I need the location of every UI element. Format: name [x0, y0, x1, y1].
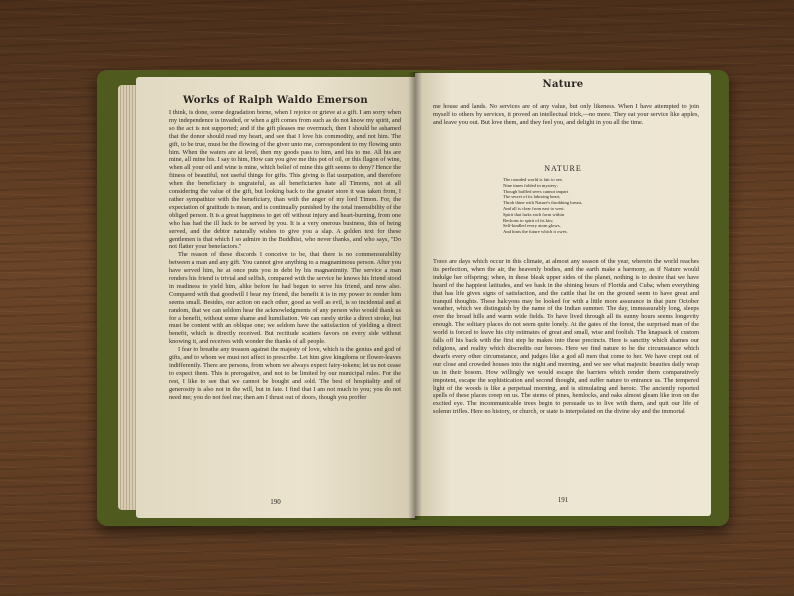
- poem-line: Though baffled seers cannot impart: [503, 188, 569, 194]
- poem-line: Spirit that lurks each form within: [503, 211, 565, 217]
- right-page: [415, 73, 711, 516]
- right-body-text: [433, 258, 699, 416]
- poem-line: Beckons to spirit of its kin;: [503, 217, 553, 223]
- poem-title: NATURE: [544, 164, 582, 173]
- left-body-text: [169, 109, 401, 402]
- poem-line: Self-kindled every atom glows,: [503, 223, 561, 229]
- poem-line: The rounded world is fair to see,: [503, 177, 563, 182]
- right-lower-text: are days which occur in this climate, at almost any season of the year, wherein the world reaches its perfection, when the air, the heavenly bodies, and the earth make a harmony, as if Nature would indulge her offspring; when, in these bleak upper sides of the planet, nothing is to desire that we have heard of the happiest latitudes, and we bask in the shining hours of Florida and Cuba; when everything that has life gives signs of satisfaction, and the cattle that lie on the ground seem to have great and tranquil thoughts. These halcyons may be looked for with a little more assurance in that pure October weather, which we distinguish by the name of the Indian summer. The day, immeasurably long, sleeps over the broad hills and warm wide fields. To have lived through all its sunny hours seems longevity enough. The solitary places do not seem quite lonely. At the gates of the forest, the surprised man of the world is forced to leave his city estimates of great and small, wise and foolish. The knapsack of custom falls off his back with the first step he makes into these precincts. Here is sanctity which shames our religions, and reality which discredits our heroes. Here we find nature to be the circumstance which dwarfs every other circumstance, and judges like a god all men that come to her. We have crept out of our close and crowded houses into the night and morning, and we see what majestic beauties daily wrap us in their bosom. How willingly we would escape the barriers which render them comparatively impotent, escape the sophistication and second thought, and suffer nature to entrance us. The tempered light of the woods is like a perpetual morning, and is stimulating and heroic. The anciently reported spells of these places creep on us. The stems of pines, hemlocks, and oaks almost gleam like iron on the excited eye. The incommunicable trees begin to persuade us to live with them, and quit our life of solemn trifles. Here no history, or church, or state is interpolated on the divine sky and the immortal: [433, 258, 699, 416]
- right-page-number: 191: [557, 496, 569, 504]
- right-top-text: me house and lands. No services are of any value, but only likeness. When I have attempted to join myself to others by services, it proved an intellectual trick,—no more. They eat your service like apples, and leave you out. But love them, and they feel you, and delight in you all the time.: [433, 103, 699, 126]
- first-word: There: [433, 258, 448, 265]
- right-running-head: Nature: [542, 79, 584, 90]
- book-gutter: [408, 72, 422, 520]
- left-page: [136, 77, 415, 518]
- poem-line: Nine times folded in mystery;: [503, 182, 558, 188]
- poem-line: And all is clear from east to west.: [503, 205, 565, 211]
- poem-line: The secret of its laboring heart,: [503, 194, 561, 200]
- right-top-paragraph: [433, 103, 699, 127]
- right-lower-paragraph: [433, 258, 699, 416]
- left-running-head: Works of Ralph Waldo Emerson: [183, 95, 368, 106]
- left-paragraph: I think, is done, some degradation borne, when I rejoice or grieve at a gift. I am sorry when my independence is invaded, or when a gift comes from such as do not know my spirit, and so the act is not supported; and if the gift pleases me overmuch, then I should be ashamed that the donor should read my heart, and see that I love his commodity, and not him. The gift, to be true, must be the flowing of the giver unto me, correspondent to my flowing unto him. When the waters are at level, then my goods pass to him, and his to me. All his are mine, all mine his. I say to him, How can you give me this pot of oil, or this flagon of wine, when all your oil and wine is mine, which belief of mine this gift seems to deny? Hence the fitness of beautiful, not useful things for gifts. This giving is flat usurpation, and therefore when the beneficiary is ungrateful, as all beneficiaries hate all Timons, not at all considering the value of the gift, but looking back to the greater store it was taken from, I rather sympathize with the beneficiary, than with the anger of my lord Timon. For, the expectation of gratitude is mean, and is continually punished by the total insensibility of the obliged person. It is a great happiness to get off without injury and heart-burning, from one who has had the ill luck to be served by you. It is a very onerous business, this of being served, and the debtor naturally wishes to give you a slap. A golden text for these gentlemen is that which I so admire in the Buddhist, who never thanks, and who says, "Do not flatter your benefactors.": [169, 109, 401, 251]
- left-paragraph: I fear to breathe any treason against the majesty of love, which is the genius and god of gifts, and to whom we must not affect to prescribe. Let him give kingdoms or flower-leaves indifferently. There are persons, from whom we always expect fairy-tokens; let us not cease to expect them. This is prerogative, and not to be limited by our municipal rules. For the rest, I like to see that we cannot be bought and sold. The best of hospitality and of generosity is also not in the will, but in fate. I find that I am not much to you; you do not need me; you do not feel me; then am I thrust out of doors, though you proffer: [169, 346, 401, 401]
- poem-line: Throb thine with Nature's throbbing breast,: [503, 200, 583, 206]
- left-paragraph: The reason of these discords I conceive to be, that there is no commensurability between a man and any gift. You cannot give anything to a magnanimous person. After you have served him, he at once puts you in debt by his magnanimity. The service a man renders his friend is trivial and selfish, compared with the service he knows his friend stood in readiness to yield him, alike before he had begun to serve his friend, and now also. Compared with that goodwill I bear my friend, the benefit it is in my power to render him seems small. Besides, our action on each other, good as well as evil, is so incidental and at random, that we can seldom hear the acknowledgments of any person who would thank us for a benefit, without some shame and humiliation. We can rarely strike a direct stroke, but must be content with an oblique one; we seldom have the satisfaction of yielding a direct benefit, which is directly received. But rectitude scatters favors on every side without knowing it, and receives with wonder the thanks of all people.: [169, 251, 401, 346]
- poem-line: And hints the future which it owes.: [503, 229, 568, 235]
- left-page-number: 190: [270, 498, 281, 506]
- poem: [503, 177, 653, 235]
